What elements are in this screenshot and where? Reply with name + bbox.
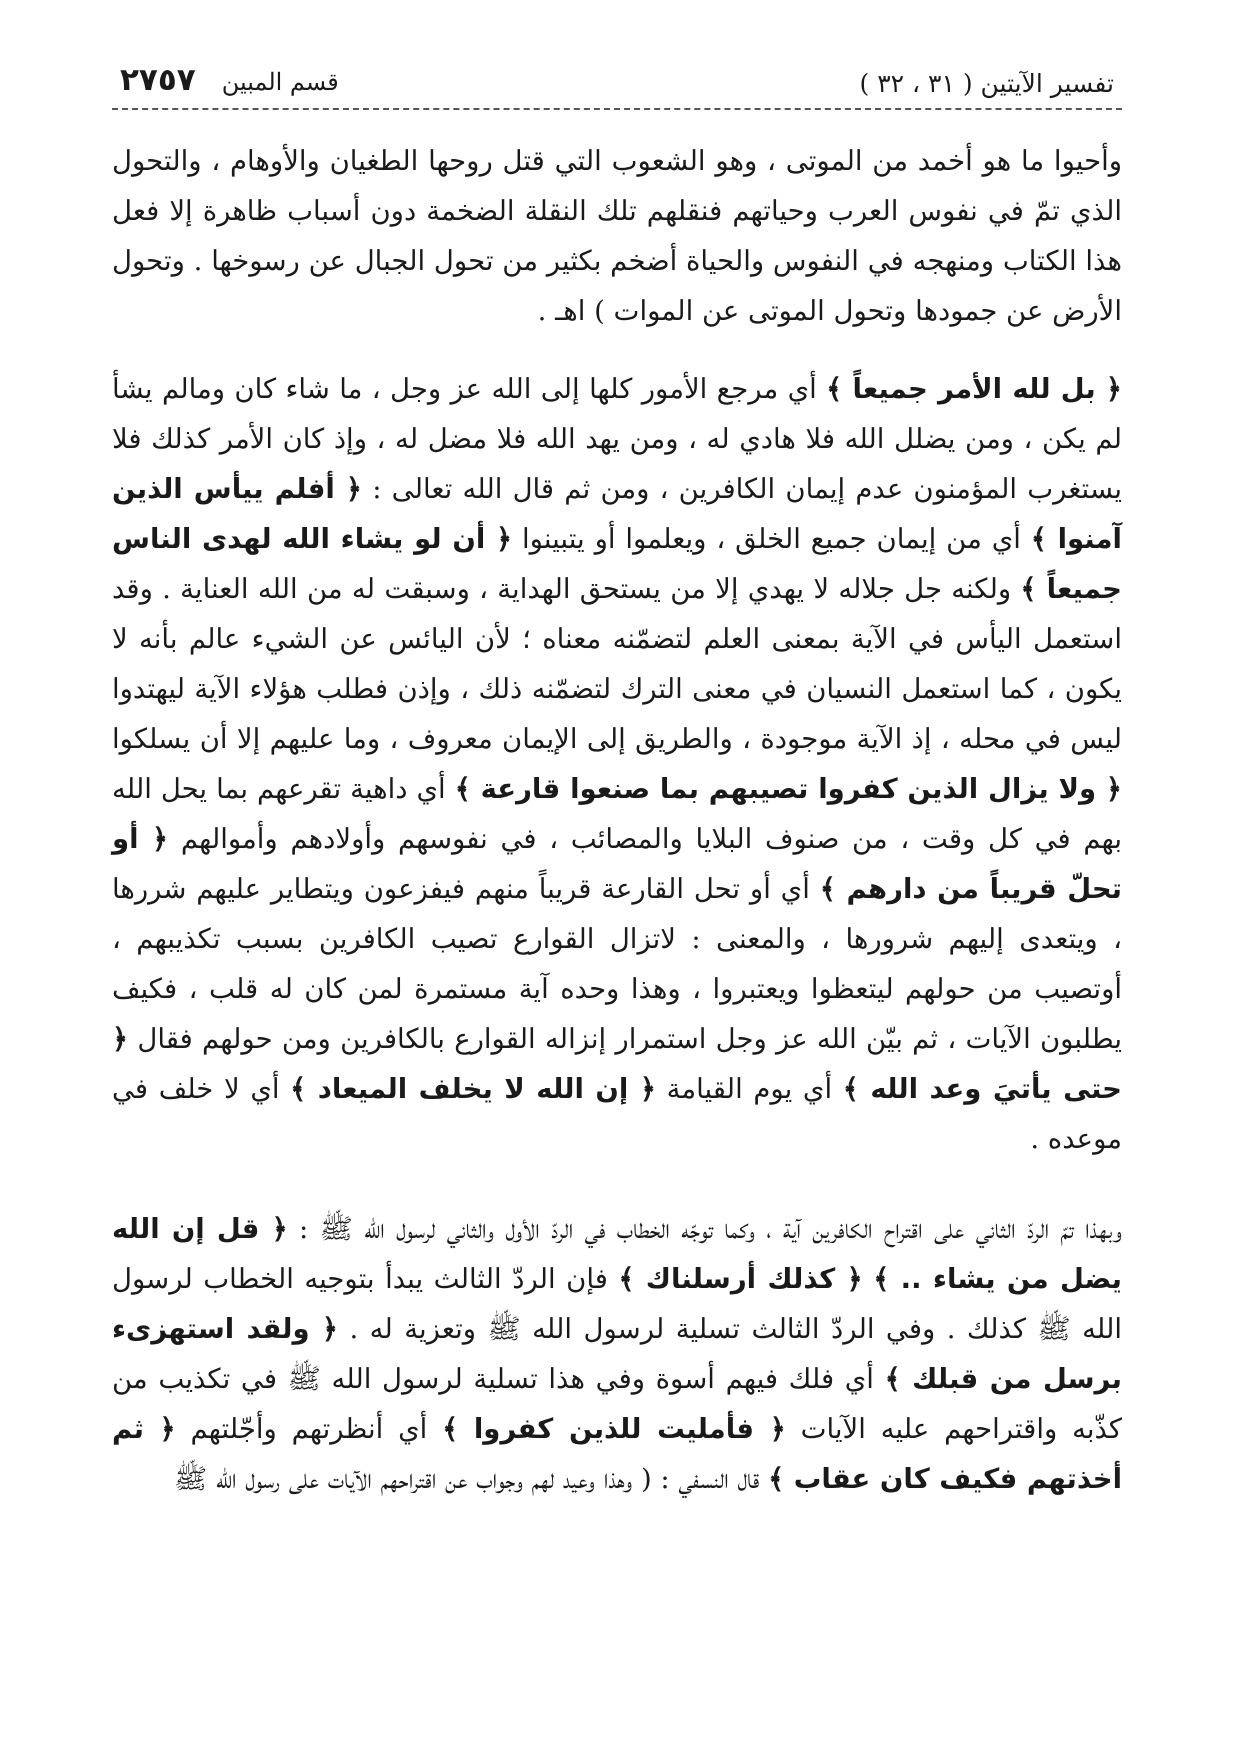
section-title: قسم المبين xyxy=(221,68,339,96)
text-span: أي أو تحل القارعة قريباً منهم فيفزعون ويتطاير عليهم شررها ، ويتعدى إليهم شرورها ، والمعنى : لاتزال القوارع تصيب الكافرين بسبب تكذيبهم ، أوتصيب من حولهم ليتعظوا ويعتبروا ، وهذا وحده آية مستمرة لمن كان له قلب ، فكيف يطلبون الآيات ، ثم بيّن الله عز وجل استمرار إنزاله القوارع بالكافرين ومن حولهم فقال xyxy=(112,873,1122,1055)
quran-quote: ﴿ أفلم ييأس الذين آمنوا ﴾ xyxy=(112,473,1122,555)
text-span xyxy=(863,1263,874,1295)
text-span: فإن الردّ الثالث يبدأ بتوجيه الخطاب لرسول الله ﷺ كذلك . وفي الردّ الثالث تسلية لرسول الله ﷺ وتعزية له . xyxy=(112,1263,1123,1345)
text-span: ولكنه جل جلاله لا يهدي إلا من يستحق الهداية ، وسبقت له من الله العناية . وقد استعمل اليأس في الآية بمعنى العلم لتضمّنه معناه ؛ لأن اليائس عن الشيء عالم بأنه لا يكون ، كما استعمل النسيان في معنى الترك لتضمّنه ذلك ، وإذن فطلب هؤلاء الآية ليهتدوا ليس في محله ، إذ الآية موجودة ، والطريق إلى الإيمان معروف ، وما عليهم إلا أن يسلكوا xyxy=(112,573,1122,755)
quran-quote: ﴿ قل إن الله يضل من يشاء .. ﴾ xyxy=(112,1213,1122,1295)
text-span: أي من إيمان جميع الخلق ، ويعلموا أو يتبينوا xyxy=(512,523,1031,555)
quran-quote: ﴿ أو تحلّ قريباً من دارهم ﴾ xyxy=(112,823,1122,905)
page-header xyxy=(112,46,1122,110)
text-span: أي لا خلف في موعده . xyxy=(112,1073,1122,1155)
running-title: تفسير الآيتين ( ٣١ ، ٣٢ ) xyxy=(859,69,1114,98)
quran-quote: ﴿ أن لو يشاء الله لهدى الناس جميعاً ﴾ xyxy=(112,523,1122,605)
page-number: ٢٧٥٧ xyxy=(120,62,196,98)
paragraph-1 xyxy=(112,136,1122,336)
paragraph-2 xyxy=(112,364,1122,1164)
text-span: أي يوم القيامة xyxy=(655,1073,843,1105)
quran-quote: ﴿ إن الله لا يخلف الميعاد ﴾ xyxy=(290,1073,656,1105)
header-left-group xyxy=(120,62,339,98)
text-span: وأحيوا ما هو أخمد من الموتى ، وهو الشعوب التي قتل روحها الطغيان والأوهام ، والتحول الذي تمّ في نفوس العرب وحياتهم فنقلهم تلك النقلة الضخمة دون أسباب ظاهرة إلا فعل هذا الكتاب ومنهجه في النفوس والحياة أضخم بكثير من تحول الجبال عن رسوخها . وتحول الأرض عن جمودها وتحول الموتى عن الموات ) اهـ . xyxy=(112,145,1122,327)
quran-quote: ﴿ ولقد استهزىء برسل من قبلك ﴾ xyxy=(112,1313,1122,1395)
quran-quote: ﴿ بل لله الأمر جميعاً ﴾ xyxy=(826,373,1122,405)
text-span: وبهذا تمّ الردّ الثاني على اقتراح الكافرين آية ، وكما توجّه الخطاب في الردّ الأول والثاني لرسول الله ﷺ : xyxy=(287,1213,1122,1245)
text-span: قال النسفي : ( وهذا وعيد لهم وجواب عن اقتراحهم الآيات على رسول الله ﷺ xyxy=(173,1463,769,1495)
text-span: أي أنظرتهم وأجّلتهم xyxy=(175,1413,443,1445)
quran-quote: ﴿ فأمليت للذين كفروا ﴾ xyxy=(442,1413,786,1445)
paragraph-3 xyxy=(112,1204,1122,1504)
quran-quote: ﴿ حتى يأتيَ وعد الله ﴾ xyxy=(112,1023,1122,1105)
text-span: أي فلك فيهم أسوة وفي هذا تسلية لرسول الله ﷺ في تكذيب من كذّبه واقتراحهم عليه الآيات xyxy=(112,1363,1122,1445)
text-span: أي داهية تقرعهم بما يحل الله بهم في كل وقت ، من صنوف البلايا والمصائب ، في نفوسهم وأولادهم وأموالهم xyxy=(112,773,1122,855)
quran-quote: ﴿ كذلك أرسلناك ﴾ xyxy=(618,1263,863,1295)
text-span: أي مرجع الأمور كلها إلى الله عز وجل ، ما شاء كان ومالم يشأ لم يكن ، ومن يضلل الله فلا هادي له ، ومن يهد الله فلا مضل له ، وإذ كان الأمر كذلك فلا يستغرب المؤمنون عدم إيمان الكافرين ، ومن ثم قال الله تعالى : xyxy=(112,373,1123,505)
quran-quote: ﴿ ثم أخذتهم فكيف كان عقاب ﴾ xyxy=(112,1413,1122,1495)
quran-quote: ﴿ ولا يزال الذين كفروا تصيبهم بما صنعوا قارعة ﴾ xyxy=(454,773,1123,805)
